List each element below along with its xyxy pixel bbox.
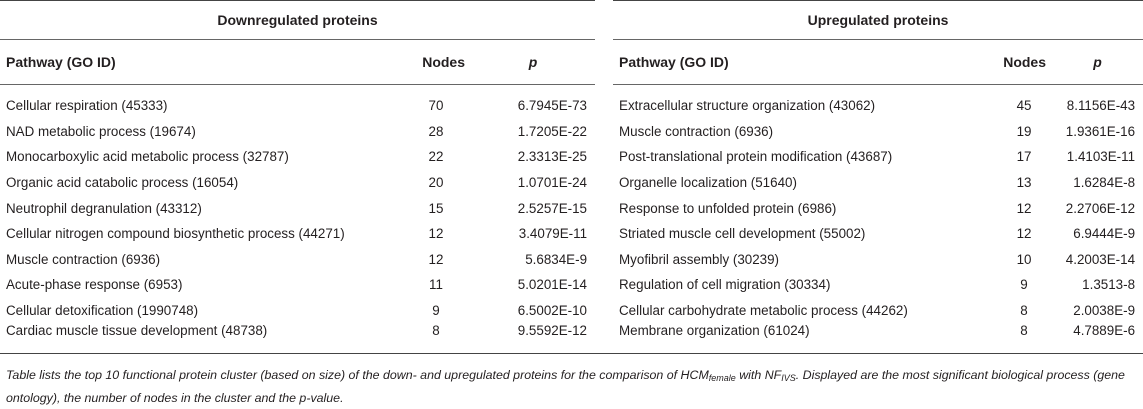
table-row — [0, 85, 1143, 119]
group-header-row — [0, 1, 1143, 40]
column-gap — [595, 221, 613, 247]
column-header-row — [0, 40, 1143, 85]
up-pathway-cell: Striated muscle cell development (55002) — [619, 226, 866, 242]
up-p-cell: 1.9361E-16 — [1065, 123, 1136, 139]
up-nodes-cell: 13 — [1016, 175, 1032, 191]
table-row — [0, 298, 1143, 324]
up-pathway-cell: Regulation of cell migration (30334) — [619, 277, 831, 293]
up-p-header: p — [1052, 40, 1143, 85]
up-nodes-cell: 45 — [1016, 98, 1032, 114]
column-gap — [595, 119, 613, 145]
down-pathway-cell: Organic acid catabolic process (16054) — [6, 175, 239, 191]
down-nodes-cell: 8 — [401, 323, 471, 354]
down-pathway-cell: Neutrophil degranulation (43312) — [6, 200, 202, 216]
down-p-header: p — [471, 40, 595, 85]
down-pathway-cell: Cardiac muscle tissue development (48738) — [0, 323, 401, 354]
down-pathway-cell: Cellular detoxification (1990748) — [6, 303, 199, 319]
up-nodes-cell: 12 — [1016, 226, 1032, 242]
column-gap — [595, 170, 613, 196]
up-nodes-cell: 17 — [1016, 149, 1032, 165]
up-pathway-cell: Post-translational protein modification (43687) — [619, 149, 893, 165]
column-gap — [595, 298, 613, 324]
down-nodes-cell: 22 — [428, 149, 444, 165]
table-row — [0, 144, 1143, 170]
upregulated-group-title: Upregulated proteins — [613, 1, 1143, 40]
up-p-cell: 1.4103E-11 — [1066, 149, 1136, 165]
table-row — [0, 170, 1143, 196]
down-pathway-header: Pathway (GO ID) — [0, 40, 401, 85]
up-p-cell: 1.6284E-8 — [1073, 175, 1136, 191]
down-nodes-cell: 9 — [432, 303, 440, 319]
column-gap — [595, 323, 613, 354]
down-p-cell: 1.7205E-22 — [517, 123, 588, 139]
down-p-cell: 6.7945E-73 — [517, 98, 588, 114]
up-p-cell: 4.7889E-6 — [1052, 323, 1143, 354]
table-row — [0, 247, 1143, 273]
up-nodes-cell: 8 — [1020, 303, 1028, 319]
up-nodes-cell: 12 — [1016, 200, 1032, 216]
down-nodes-cell: 15 — [428, 200, 444, 216]
up-pathway-cell: Myofibril assembly (30239) — [619, 251, 780, 267]
down-p-cell: 9.5592E-12 — [471, 323, 595, 354]
column-gap — [595, 195, 613, 221]
up-p-cell: 6.9444E-9 — [1073, 226, 1136, 242]
down-pathway-cell: Cellular nitrogen compound biosynthetic process (44271) — [6, 226, 345, 242]
up-nodes-cell: 10 — [1016, 251, 1032, 267]
up-p-cell: 1.3513-8 — [1082, 277, 1136, 293]
up-nodes-cell: 9 — [1020, 277, 1028, 293]
down-nodes-cell: 20 — [428, 175, 444, 191]
table-row — [0, 323, 1143, 354]
down-p-cell: 5.6834E-9 — [525, 251, 588, 267]
down-nodes-header: Nodes — [401, 40, 471, 85]
up-pathway-cell: Response to unfolded protein (6986) — [619, 200, 837, 216]
up-pathway-cell: Membrane organization (61024) — [613, 323, 996, 354]
up-nodes-cell: 19 — [1016, 123, 1032, 139]
column-gap — [595, 272, 613, 298]
table-footnote: Table lists the top 10 functional protein cluster (based on size) of the down- and upregulated proteins for the comparison of $HCM_{female}$ with $NF_{IVS}$. Displayed are the most significant biological process (gene ontology), the number of nodes in the cluster and the p-value. — [6, 368, 1125, 405]
up-nodes-cell: 8 — [996, 323, 1052, 354]
table-body — [0, 85, 1143, 354]
down-nodes-cell: 12 — [428, 251, 444, 267]
down-pathway-cell: Muscle contraction (6936) — [6, 251, 161, 267]
down-p-cell: 1.0701E-24 — [517, 175, 588, 191]
up-pathway-cell: Cellular carbohydrate metabolic process (44262) — [619, 303, 908, 319]
down-nodes-cell: 28 — [428, 123, 444, 139]
up-p-cell: 8.1156E-43 — [1066, 98, 1136, 114]
up-p-cell: 2.0038E-9 — [1073, 303, 1136, 319]
down-pathway-cell: Acute-phase response (6953) — [6, 277, 183, 293]
up-pathway-header: Pathway (GO ID) — [613, 40, 996, 85]
down-p-cell: 2.5257E-15 — [517, 200, 588, 216]
up-p-cell: 2.2706E-12 — [1065, 200, 1136, 216]
table-row — [0, 119, 1143, 145]
up-nodes-header: Nodes — [996, 40, 1052, 85]
down-nodes-cell: 70 — [428, 98, 444, 114]
column-gap — [595, 247, 613, 273]
down-nodes-cell: 12 — [428, 226, 444, 242]
table-row — [0, 221, 1143, 247]
down-pathway-cell: NAD metabolic process (19674) — [6, 123, 196, 139]
down-pathway-cell: Monocarboxylic acid metabolic process (32787) — [6, 149, 289, 165]
column-gap — [595, 144, 613, 170]
down-p-cell: 5.0201E-14 — [517, 277, 588, 293]
up-pathway-cell: Extracellular structure organization (43062) — [619, 98, 876, 114]
down-p-cell: 3.4079E-11 — [518, 226, 588, 242]
column-gap — [595, 85, 613, 119]
downregulated-group-title: Downregulated proteins — [0, 1, 595, 40]
down-pathway-cell: Cellular respiration (45333) — [6, 98, 168, 114]
down-p-cell: 2.3313E-25 — [517, 149, 588, 165]
up-pathway-cell: Organelle localization (51640) — [619, 175, 797, 191]
table-row — [0, 195, 1143, 221]
table-row — [0, 272, 1143, 298]
up-p-cell: 4.2003E-14 — [1065, 251, 1136, 267]
down-nodes-cell: 11 — [429, 277, 443, 293]
up-pathway-cell: Muscle contraction (6936) — [619, 123, 774, 139]
down-p-cell: 6.5002E-10 — [517, 303, 588, 319]
